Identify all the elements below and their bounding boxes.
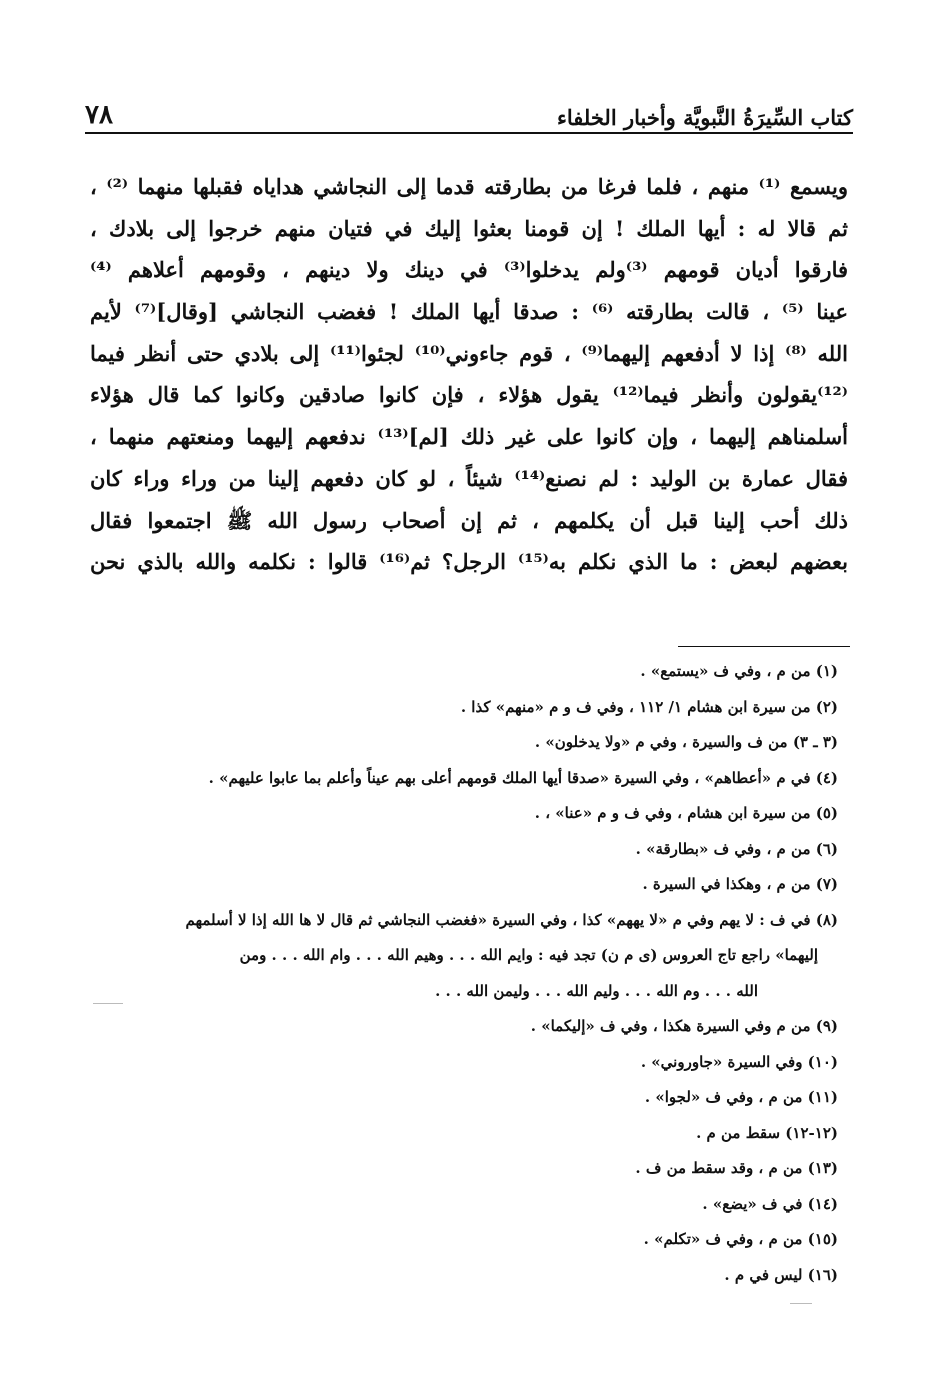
footnote: (٦) من م ، وفي ف «بطارقة» . bbox=[635, 839, 838, 858]
main-text bbox=[90, 166, 848, 583]
header-rule bbox=[85, 132, 853, 134]
page-number: ٧٨ bbox=[85, 100, 113, 130]
text-line: بعضهم لبعض : ما الذي نكلم به⁽¹⁵⁾ الرجل؟ ثم⁽¹⁶⁾ قالوا : نكلمه والله بالذي نحن bbox=[90, 549, 848, 575]
footnote-continuation: الله . . . وم الله . . . وليم الله . . . وليمن الله . . . bbox=[435, 981, 758, 1000]
footnote: (٨) في ف : لا يهم وفي م «لا يههم» كذا ، وفي السيرة «فغضب النجاشي ثم قال لا ها الله إذا لا أسلمهم bbox=[185, 910, 838, 929]
footnote: (٢) من سيرة ابن هشام ١/ ١١٢ ، وفي ف و م «منهم» كذا . bbox=[460, 697, 838, 716]
scan-mark bbox=[790, 1303, 812, 1304]
footnotes bbox=[90, 654, 848, 1293]
footnote: (١٣) من م ، وقد سقط من ف . bbox=[635, 1159, 838, 1177]
text-line: عينا ⁽⁵⁾ ، قالت بطارقته ⁽⁶⁾ : صدقا أيها الملك ! فغضب النجاشي [وقال]⁽⁷⁾ لأيم bbox=[90, 299, 848, 325]
scan-mark bbox=[93, 1003, 123, 1004]
footnote: (٥) من سيرة ابن هشام ، وفي ف و م «عنا» ، . bbox=[534, 804, 838, 822]
footnote: (٤) في م «أعطاهم» ، وفي السيرة «صدقا أيها الملك قومهم أعلى بهم عيناً وأعلم بما عابوا عليهم» . bbox=[208, 768, 838, 787]
footnote: (١٦) ليس في م . bbox=[724, 1265, 838, 1284]
footnote-rule bbox=[678, 646, 850, 647]
text-line: ⁽¹²⁾يقولون وأنظر فيما⁽¹²⁾ يقول هؤلاء ، فإن كانوا صادقين وكانوا كما قال هؤلاء bbox=[90, 382, 848, 408]
text-line: فقال عمارة بن الوليد : لم نصنع⁽¹⁴⁾ شيئاً ، لو كان دفعهم إلينا من وراء وراء كان bbox=[90, 465, 848, 491]
footnote: (٣ ـ ٣) من ف والسيرة ، وفي م «ولا يدخلون» . bbox=[534, 733, 838, 751]
text-line: ويسمع ⁽¹⁾ منهم ، فلما فرغا من بطارقته قدما إلى النجاشي هداياه فقبلها منهما ⁽²⁾ ، bbox=[90, 174, 848, 199]
footnote: (١١) من م ، وفي ف «لجوا» . bbox=[644, 1088, 838, 1106]
text-line: ثم قالا له : أيها الملك ! إن قومنا بعثوا إليك في فتيان منهم خرجوا إلى بلادك ، bbox=[90, 215, 848, 241]
text-line: فارقوا أديان قومهم ⁽³⁾ولم يدخلوا⁽³⁾ في دينك ولا دينهم ، وقومهم أعلاهم ⁽⁴⁾ bbox=[90, 257, 848, 283]
footnote: (١) من م ، وفي ف «يستمع» . bbox=[640, 662, 838, 680]
text-line: الله ⁽⁸⁾ إذا لا أدفعهم إليهما⁽⁹⁾ ، قوم جاءوني⁽¹⁰⁾ لجئوا⁽¹¹⁾ إلى بلادي حتى أنظر فيما bbox=[90, 340, 848, 366]
footnote: (١٥) من م ، وفي ف «تكلم» . bbox=[643, 1230, 838, 1248]
footnote: (٩) من م وفي السيرة هكذا ، وفي ف «إليكما» . bbox=[530, 1017, 838, 1035]
text-line: أسلمناهم إليهما ، وإن كانوا على غير ذلك [لم]⁽¹³⁾ ندفعهم إليهما ومنعتهم منهما ، bbox=[90, 424, 848, 450]
running-header bbox=[85, 92, 853, 130]
footnote: (١٠) وفي السيرة «جاوروني» . bbox=[640, 1052, 838, 1071]
text-line: ذلك أحب إلينا قبل أن يكلمهم ، ثم إن أصحاب رسول الله ﷺ اجتمعوا فقال bbox=[90, 507, 848, 533]
footnote-continuation: إليهما» راجع تاج العروس (ى م ن) تجد فيه : وايم الله . . . وهيم الله . . . وام الله . . . ومن bbox=[239, 946, 818, 964]
footnote: (١٢-١٢) سقط من م . bbox=[696, 1123, 838, 1142]
book-title: كتاب السِّيرَةُ النَّبويَّة وأخبار الخلفاء bbox=[557, 105, 853, 130]
footnote: (١٤) في ف «يضع» . bbox=[702, 1194, 838, 1213]
footnote: (٧) من م ، وهكذا في السيرة . bbox=[642, 875, 838, 893]
